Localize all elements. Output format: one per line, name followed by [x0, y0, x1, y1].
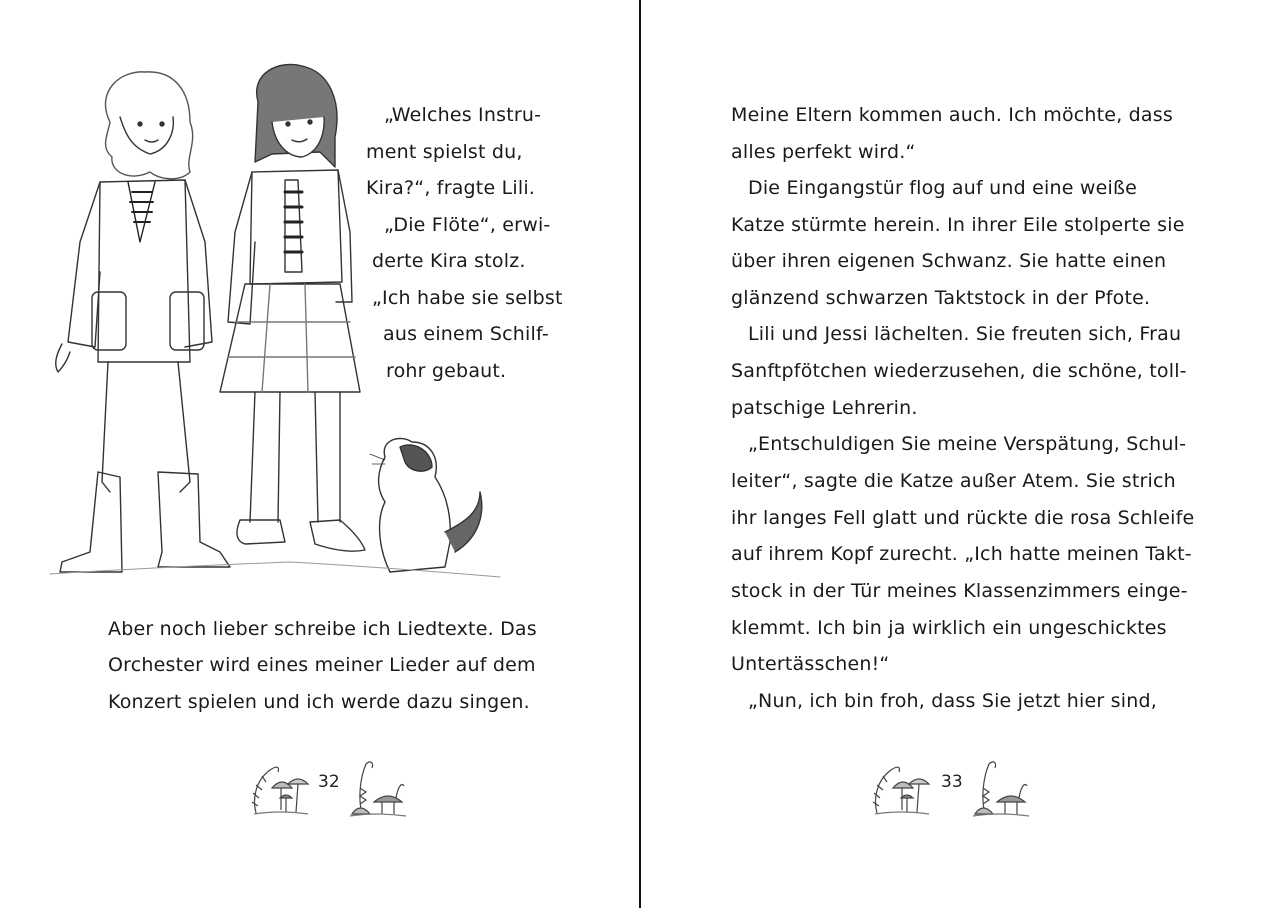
text-line: glänzend schwarzen Taktstock in der Pfote.: [731, 287, 1151, 309]
fern-and-mushroom-icon: [871, 758, 933, 820]
page-number: 32: [318, 772, 340, 792]
fern-and-mushroom-icon: [250, 758, 312, 820]
text-line: alles perfekt wird.“: [731, 141, 916, 163]
text-line: derte Kira stolz.: [372, 250, 526, 272]
page-footer-right: [871, 758, 1031, 828]
text-line: Lili und Jessi lächelten. Sie freuten sich, Frau: [748, 323, 1182, 345]
text-line: Katze stürmte herein. In ihrer Eile stolperte sie: [731, 214, 1185, 236]
text-line: ment spielst du,: [366, 141, 523, 163]
text-line: klemmt. Ich bin ja wirklich ein ungeschicktes: [731, 617, 1167, 639]
text-line: Orchester wird eines meiner Lieder auf dem: [108, 654, 536, 676]
text-line: Sanftpfötchen wiederzusehen, die schöne, toll-: [731, 360, 1187, 382]
moss-and-mushroom-icon: [346, 758, 408, 820]
text-line: ihr langes Fell glatt und rückte die rosa Schleife: [731, 507, 1195, 529]
text-line: Kira?“, fragte Lili.: [366, 177, 536, 199]
text-line: „Die Flöte“, erwi-: [384, 214, 551, 236]
text-line: Aber noch lieber schreibe ich Liedtexte. Das: [108, 618, 537, 640]
text-line: rohr gebaut.: [386, 360, 507, 382]
text-line: aus einem Schilf-: [383, 323, 549, 345]
text-line: Die Eingangstür flog auf und eine weiße: [748, 177, 1138, 199]
text-line: „Entschuldigen Sie meine Verspätung, Schul-: [748, 433, 1187, 455]
text-line: Untertässchen!“: [731, 653, 890, 675]
text-line: patschige Lehrerin.: [731, 397, 918, 419]
text-line: Meine Eltern kommen auch. Ich möchte, dass: [731, 104, 1173, 126]
text-line: leiter“, sagte die Katze außer Atem. Sie strich: [731, 470, 1176, 492]
text-line: stock in der Tür meines Klassenzimmers einge-: [731, 580, 1188, 602]
text-line: „Welches Instru-: [384, 104, 542, 126]
page-number: 33: [941, 772, 963, 792]
moss-and-mushroom-icon: [969, 758, 1031, 820]
page-footer-left: [250, 758, 410, 828]
text-line: auf ihrem Kopf zurecht. „Ich hatte meinen Takt-: [731, 543, 1192, 565]
right-page: [641, 0, 1280, 908]
text-line: „Ich habe sie selbst: [372, 287, 563, 309]
text-line: über ihren eigenen Schwanz. Sie hatte einen: [731, 250, 1167, 272]
text-line: Konzert spielen und ich werde dazu singen.: [108, 691, 530, 713]
text-line: „Nun, ich bin froh, dass Sie jetzt hier sind,: [748, 690, 1157, 712]
